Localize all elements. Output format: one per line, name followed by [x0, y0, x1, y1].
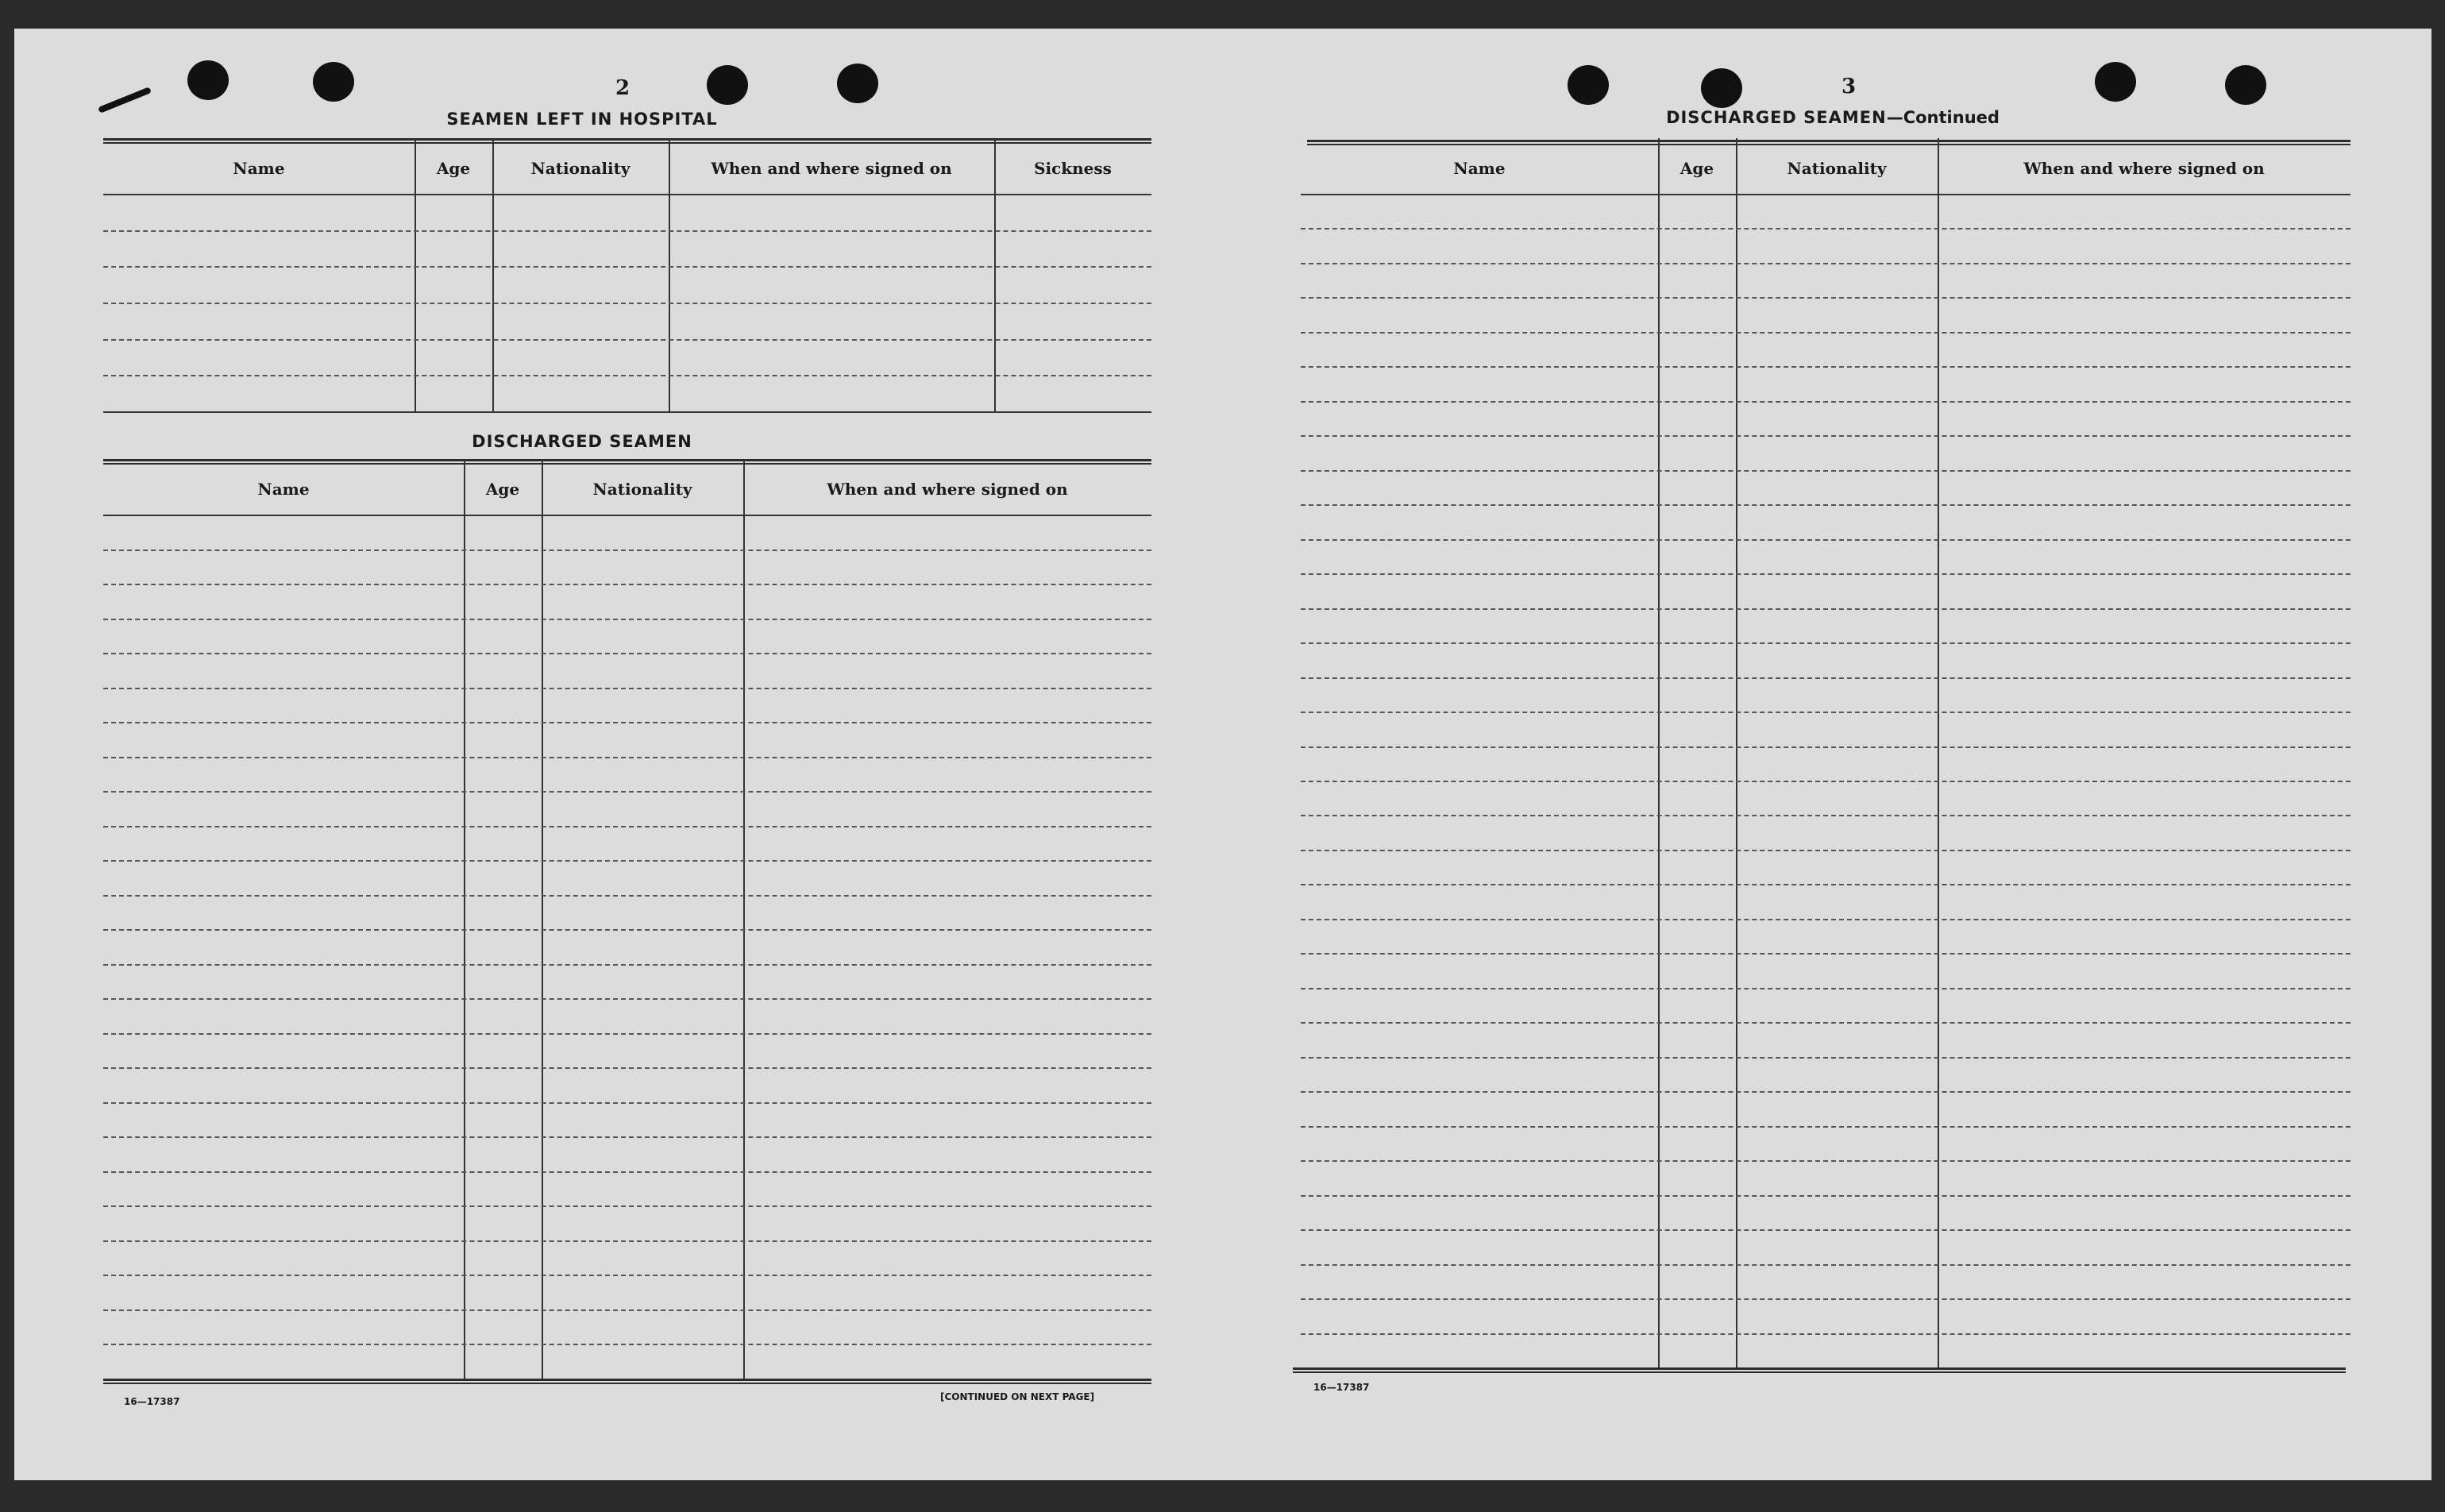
continued-note: [CONTINUED ON NEXT PAGE] [940, 1391, 1095, 1402]
page-number-right: 3 [1841, 75, 1857, 98]
table-row [103, 929, 1151, 931]
punch-hole [1568, 65, 1609, 105]
table-row [103, 339, 1151, 341]
table-row [1301, 539, 2351, 541]
table-row [1301, 1229, 2351, 1231]
table-row [1301, 1126, 2351, 1128]
table-row [103, 653, 1151, 654]
table-row [103, 550, 1151, 551]
table-row [1301, 953, 2351, 955]
title-main: DISCHARGED SEAMEN [1666, 108, 1887, 127]
column-header-age: Age [485, 480, 520, 499]
table-row [103, 1240, 1151, 1242]
title-continued: —Continued [1886, 108, 2000, 127]
table-row [103, 1102, 1151, 1104]
header-rule [103, 515, 1151, 516]
column-divider [415, 138, 416, 411]
table-row [1301, 297, 2351, 299]
punch-hole [837, 64, 878, 103]
table-row [103, 722, 1151, 723]
form-number-left: 16—17387 [124, 1396, 180, 1407]
column-header-when-and-where-signed-on: When and where signed on [711, 159, 952, 178]
column-header-when-and-where-signed-on: When and where signed on [2023, 159, 2265, 178]
punch-hole [2225, 65, 2266, 105]
table-row [103, 895, 1151, 897]
column-header-nationality: Nationality [1787, 159, 1887, 178]
table-row [1301, 573, 2351, 575]
table-row [1301, 470, 2351, 472]
table-row [1301, 815, 2351, 816]
column-header-sickness: Sickness [1034, 159, 1112, 178]
table-row [1301, 712, 2351, 713]
table-row [103, 1067, 1151, 1069]
table-row [1301, 608, 2351, 610]
table-row [1301, 850, 2351, 851]
column-header-name: Name [257, 480, 310, 499]
table-row [103, 375, 1151, 376]
table-row [103, 230, 1151, 232]
punch-hole [707, 65, 748, 105]
column-header-age: Age [1679, 159, 1714, 178]
table-row [1301, 1298, 2351, 1300]
column-header-nationality: Nationality [530, 159, 631, 178]
punch-hole [187, 60, 229, 100]
table-row [1301, 332, 2351, 334]
table-row [1301, 504, 2351, 506]
table-row [103, 619, 1151, 620]
table-row [103, 964, 1151, 966]
punch-hole [2095, 62, 2136, 102]
table-row [1301, 919, 2351, 920]
document-sheet [14, 29, 2432, 1480]
table-row [1301, 263, 2351, 264]
table-row [103, 303, 1151, 304]
form-number-right: 16—17387 [1313, 1382, 1370, 1393]
table-row [103, 1136, 1151, 1138]
table-row [1301, 1022, 2351, 1024]
punch-hole [1701, 68, 1742, 108]
table-row [1301, 1057, 2351, 1059]
header-rule [1301, 194, 2351, 195]
column-divider [669, 138, 670, 411]
column-divider [1938, 138, 1939, 1367]
table-row [103, 1033, 1151, 1035]
hospital-section-title: SEAMEN LEFT IN HOSPITAL [446, 110, 718, 129]
table-row [1301, 1195, 2351, 1197]
table-row [1301, 366, 2351, 368]
column-divider [1736, 138, 1737, 1367]
table-row [103, 757, 1151, 758]
table-row [103, 791, 1151, 793]
table-row [1301, 746, 2351, 748]
table-row [1301, 401, 2351, 403]
table-row [1301, 642, 2351, 644]
table-row [103, 1205, 1151, 1207]
table-row [103, 1344, 1151, 1345]
table-row [1301, 884, 2351, 885]
table-row [103, 826, 1151, 827]
table-row [103, 584, 1151, 585]
table-bottom-rule [103, 411, 1151, 413]
page-number-left: 2 [615, 76, 631, 100]
table-row [1301, 228, 2351, 230]
table-row [1301, 1091, 2351, 1093]
column-divider [1658, 138, 1660, 1367]
column-divider [994, 138, 996, 411]
column-header-nationality: Nationality [592, 480, 692, 499]
table-row [103, 860, 1151, 862]
column-header-age: Age [436, 159, 471, 178]
table-row [1301, 1264, 2351, 1266]
table-row [1301, 988, 2351, 989]
table-row [103, 688, 1151, 689]
column-header-name: Name [233, 159, 285, 178]
column-header-name: Name [1453, 159, 1506, 178]
table-row [103, 1171, 1151, 1173]
table-row [103, 1310, 1151, 1311]
table-row [103, 998, 1151, 1000]
discharged-section-title: DISCHARGED SEAMEN [472, 432, 692, 451]
column-divider [492, 138, 494, 411]
table-row [1301, 1333, 2351, 1335]
table-row [1301, 435, 2351, 437]
table-row [103, 266, 1151, 268]
table-row [103, 1275, 1151, 1276]
table-bottom-rule [103, 1379, 1151, 1384]
section-rule [1307, 140, 2351, 145]
table-row [1301, 781, 2351, 782]
table-row [1301, 677, 2351, 679]
discharged-continued-title [1317, 108, 2349, 127]
section-rule [103, 459, 1151, 465]
table-row [1301, 1160, 2351, 1162]
table-bottom-rule [1293, 1367, 2346, 1373]
column-header-when-and-where-signed-on: When and where signed on [827, 480, 1068, 499]
punch-hole [313, 62, 354, 102]
